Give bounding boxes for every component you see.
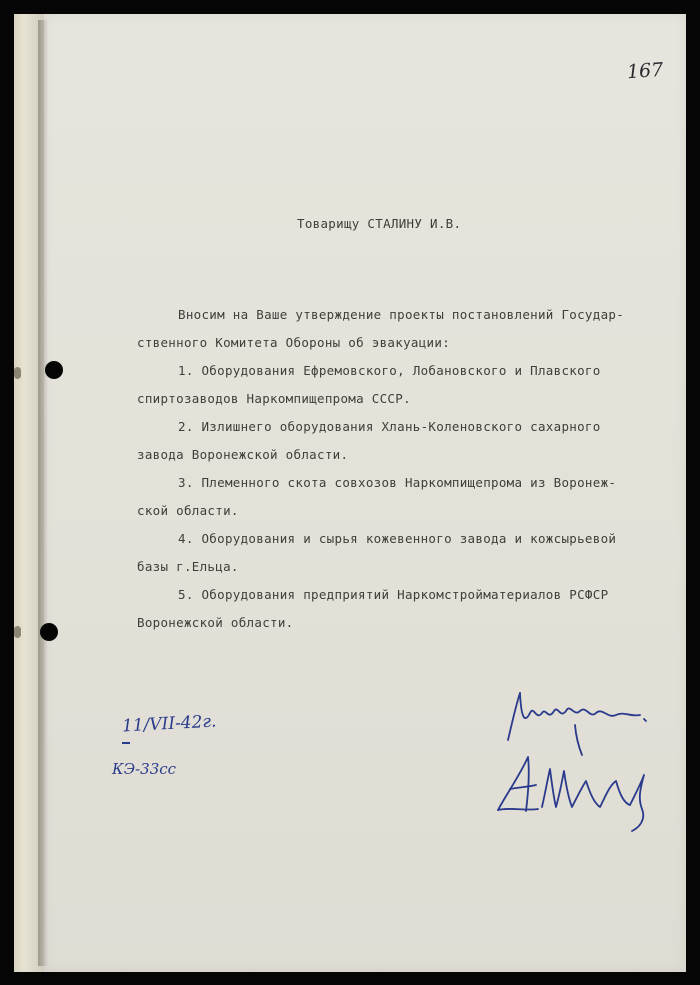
letter-line: спиртозаводов Наркомпищепрома СССР. [137,391,411,406]
handwritten-signatures [490,685,665,845]
letter-line: Воронежской области. [137,615,294,630]
binding-notch [14,367,21,379]
letter-line: Вносим на Ваше утверждение проекты постановлений Государ- [178,307,625,322]
letter-line: 1. Оборудования Ефремовского, Лобановского и Плавского [178,363,601,378]
letter-line: завода Воронежской области. [137,447,349,462]
archive-page-number: 167 [626,58,664,84]
letter-line: 3. Племенного скота совхозов Наркомпищепрома из Воронеж- [178,475,617,490]
letter-line: 4. Оборудования и сырья кожевенного завода и кожсырьевой [178,531,617,546]
punch-hole [45,361,63,379]
letter-line: 2. Излишнего оборудования Хлань-Коленовского сахарного [178,419,601,434]
letter-line: базы г.Ельца. [137,559,239,574]
binding-notch [14,626,21,638]
letter-addressee: Товарищу СТАЛИНУ И.В. [297,216,462,231]
date-underline-mark [122,742,130,744]
handwritten-date: 11/VII-42г. [121,711,217,737]
signature-1-stroke [508,693,520,740]
registry-number: КЭ-33сс [112,760,177,778]
signatures-block [490,685,665,845]
letter-line: 5. Оборудования предприятий Наркомстройматериалов РСФСР [178,587,609,602]
punch-hole [40,623,58,641]
letter-line: ственного Комитета Обороны об эвакуации: [137,335,451,350]
spine-shadow [38,20,48,966]
letter-line: ской области. [137,503,239,518]
